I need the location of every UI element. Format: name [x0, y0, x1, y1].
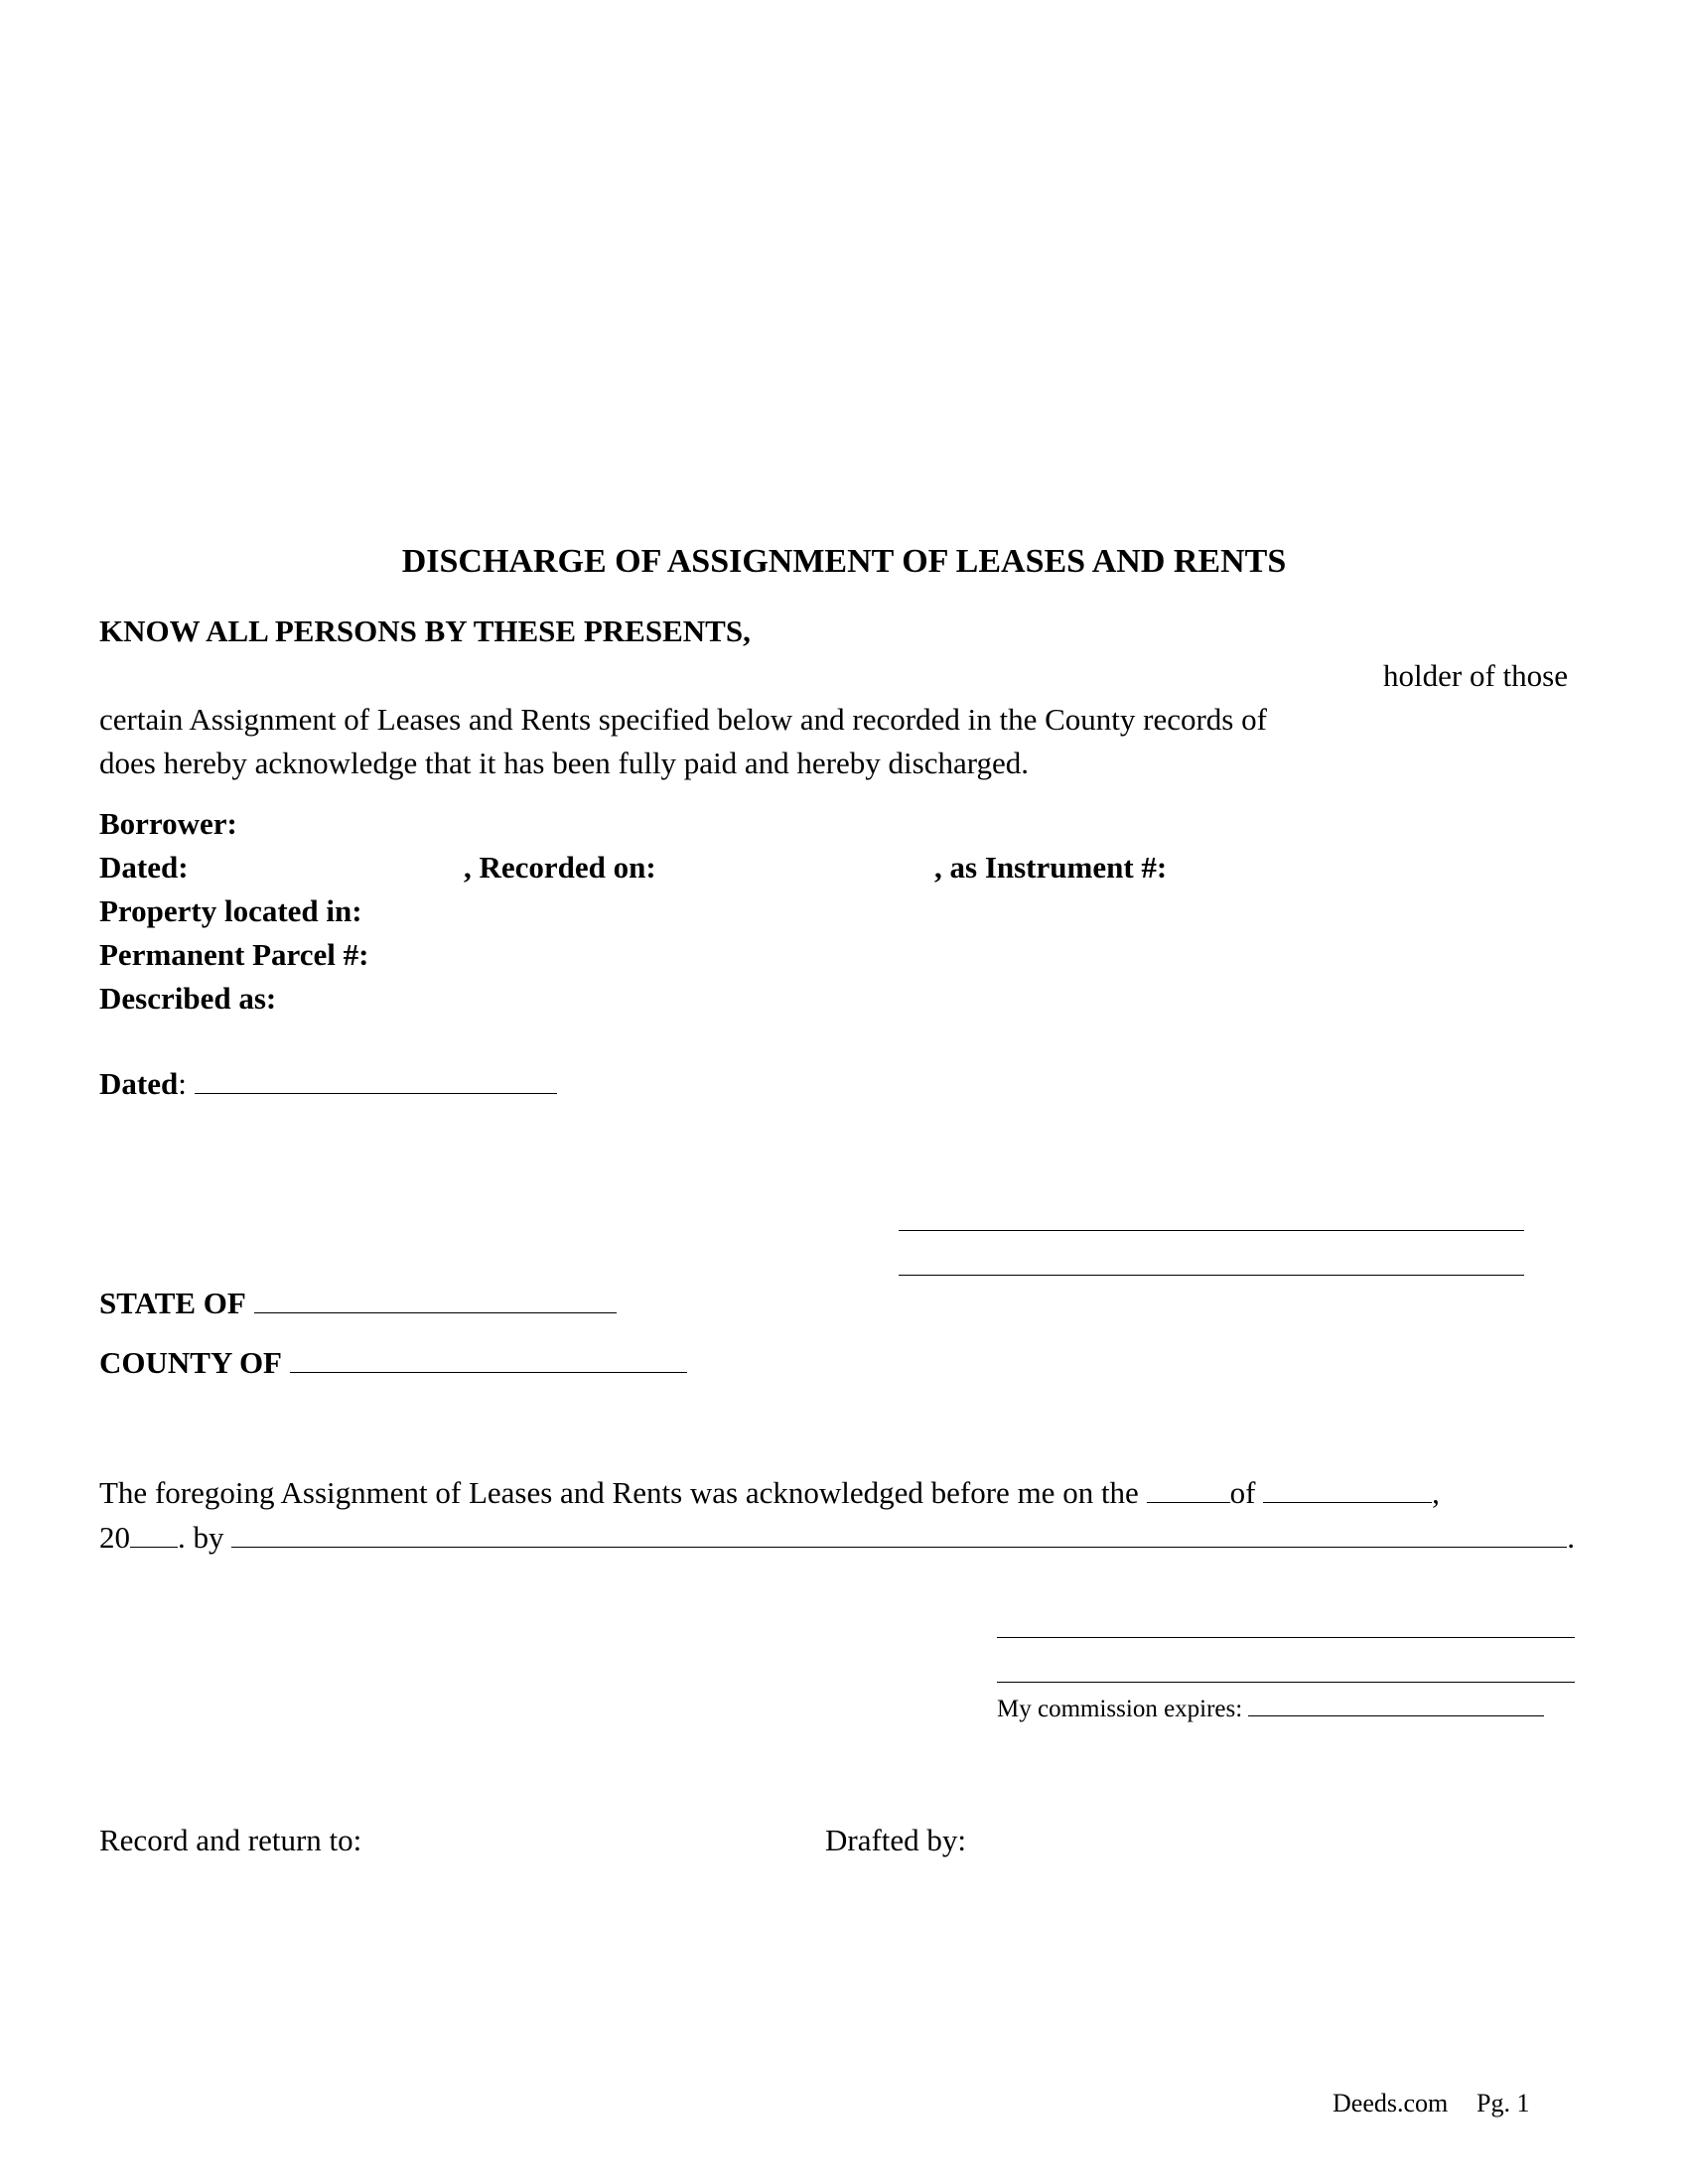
- dated-label: Dated:: [99, 850, 189, 885]
- signature-dated-row: Dated:: [99, 1068, 557, 1099]
- state-row: [99, 1288, 617, 1318]
- document-title: DISCHARGE OF ASSIGNMENT OF LEASES AND RENTS: [401, 543, 1287, 580]
- parcel-label: Permanent Parcel #:: [99, 937, 369, 972]
- instrument-label: , as Instrument #:: [934, 850, 1168, 885]
- drafted-by-label: Drafted by:: [825, 1823, 967, 1857]
- county-label: COUNTY OF: [99, 1345, 282, 1380]
- ack-by-text: . by: [178, 1520, 224, 1555]
- footer-brand: Deeds.com: [1333, 2089, 1449, 2117]
- ack-month-blank[interactable]: [1263, 1478, 1432, 1503]
- acknowledgment-line-1: The foregoing Assignment of Leases and Rents was acknowledged before me on the of ,: [99, 1475, 1440, 1510]
- ack-text: The foregoing Assignment of Leases and Rents was acknowledged before me on the: [99, 1475, 1139, 1510]
- footer-page-number: Pg. 1: [1477, 2089, 1530, 2117]
- holder-text: holder of those: [1383, 658, 1568, 693]
- signature-line-2[interactable]: [899, 1275, 1524, 1276]
- ack-of-text: of: [1229, 1475, 1256, 1510]
- county-blank[interactable]: [290, 1348, 687, 1373]
- notary-signature-line[interactable]: [997, 1637, 1575, 1638]
- recorded-on-label: , Recorded on:: [464, 850, 656, 885]
- commission-label: My commission expires:: [997, 1696, 1243, 1722]
- signature-date-blank[interactable]: [195, 1069, 557, 1094]
- acknowledgment-line-2: 20 . by .: [99, 1520, 1575, 1555]
- property-located-label: Property located in:: [99, 893, 362, 928]
- commission-blank[interactable]: [1248, 1696, 1544, 1716]
- ack-year-blank[interactable]: [130, 1523, 178, 1548]
- ack-by-blank[interactable]: [231, 1523, 1567, 1548]
- commission-row: [997, 1696, 1544, 1723]
- signature-dated-label: Dated: [99, 1066, 179, 1101]
- county-row: [99, 1347, 687, 1378]
- ack-day-blank[interactable]: [1147, 1478, 1230, 1503]
- borrower-label: Borrower:: [99, 806, 237, 841]
- described-as-label: Described as:: [99, 981, 277, 1016]
- paragraph-line-1: certain Assignment of Leases and Rents specified below and recorded in the County records of: [99, 702, 1267, 737]
- ack-year-prefix: 20: [99, 1520, 130, 1555]
- record-return-label: Record and return to:: [99, 1823, 362, 1857]
- state-label: STATE OF: [99, 1286, 246, 1320]
- signature-line-1[interactable]: [899, 1230, 1524, 1231]
- notary-name-line[interactable]: [997, 1682, 1575, 1683]
- paragraph-line-2: does hereby acknowledge that it has been fully paid and hereby discharged.: [99, 746, 1029, 780]
- state-blank[interactable]: [254, 1289, 617, 1313]
- intro-heading: KNOW ALL PERSONS BY THESE PRESENTS,: [99, 614, 751, 648]
